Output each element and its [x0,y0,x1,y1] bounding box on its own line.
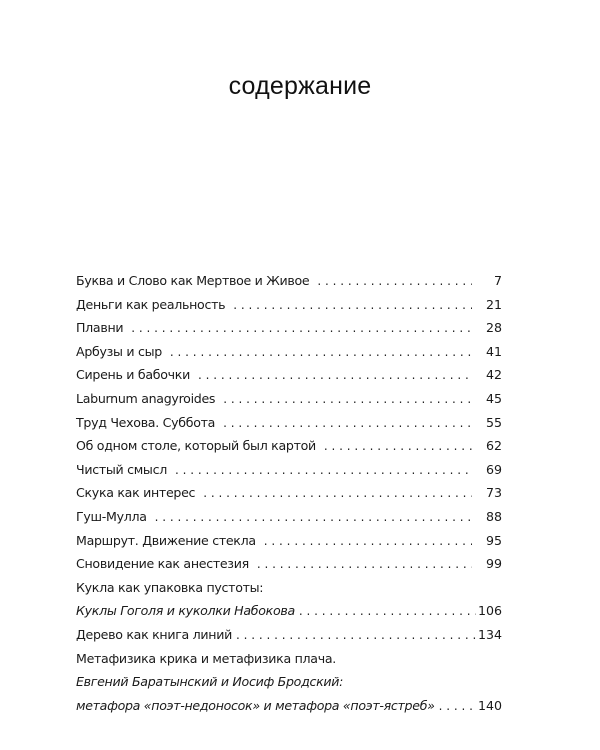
dot-leader [203,486,472,500]
toc-entry-page: 55 [485,414,502,430]
toc-entry [76,485,502,509]
toc-entry-title: Чистый смысл [76,461,167,477]
toc-entry [76,367,502,391]
toc-entry-title: Буква и Слово как Мертвое и Живое [76,273,310,288]
toc-entry-page: 88 [485,508,502,524]
dot-leader [317,274,472,288]
toc-entry-page: 95 [485,532,502,548]
dot-leader [155,510,472,524]
toc-entry [76,603,502,627]
toc-entry-page: 69 [485,461,502,477]
toc-entry-page: 62 [485,438,502,454]
page-title: содержание [228,72,372,100]
dot-leader [170,345,472,359]
toc-entry-title: Гуш-Мулла [76,508,147,524]
dot-leader [175,463,472,477]
toc-entry-title: Арбузы и сыр [76,343,162,359]
toc-entry [76,627,502,651]
toc-entry-heading [76,580,502,604]
toc-entry-title: Дерево как книга линий [76,626,232,642]
dot-leader [324,439,472,453]
table-of-contents [76,273,502,721]
toc-entry [76,438,502,462]
dot-leader [299,604,476,618]
toc-entry-title: Laburnum anagyroides [76,390,216,406]
toc-entry-subtitle: Куклы Гоголя и куколки Набокова [76,603,295,619]
toc-entry-page: 134 [477,626,502,642]
toc-entry-page: 45 [485,390,502,406]
toc-entry-page: 28 [485,320,502,336]
dot-leader [439,699,476,713]
toc-entry-title: Кукла как упаковка пустоты: [76,579,264,595]
toc-entry [76,462,502,486]
toc-entry [76,415,502,439]
toc-entry-page: 41 [485,343,502,359]
dot-leader [264,534,472,548]
toc-entry [76,320,502,344]
toc-entry [76,344,502,368]
toc-entry [76,273,502,297]
dot-leader [198,368,472,382]
dot-leader [257,557,472,571]
toc-entry [76,297,502,321]
toc-entry-page: 73 [485,485,502,501]
toc-entry-title: Сновидение как анестезия [76,556,249,572]
toc-entry [76,509,502,533]
dot-leader [236,628,476,642]
toc-entry-page: 106 [477,603,502,619]
toc-entry-title: Метафизика крика и метафизика плача. [76,650,336,666]
toc-entry-subtitle: метафора «поэт-недоносок» и метафора «поэт-ястреб» [76,697,435,713]
toc-entry-heading [76,651,502,675]
toc-entry-subtitle-line [76,674,502,698]
toc-entry-page: 21 [485,296,502,312]
toc-entry-page: 99 [485,556,502,572]
toc-entry-title: Маршрут. Движение стекла [76,532,256,548]
toc-entry-title: Деньги как реальность [76,296,226,312]
dot-leader [233,298,472,312]
toc-entry-page: 140 [477,697,502,713]
toc-entry-page: 7 [493,273,502,288]
toc-entry-title: Плавни [76,320,124,336]
toc-entry-title: Об одном столе, который был картой [76,438,316,454]
toc-entry [76,698,502,722]
toc-entry [76,391,502,415]
toc-entry [76,556,502,580]
toc-entry-page: 42 [485,367,502,383]
dot-leader [223,416,472,430]
toc-entry [76,533,502,557]
toc-entry-title: Сирень и бабочки [76,367,190,383]
dot-leader [131,321,472,335]
toc-entry-title: Скука как интерес [76,485,196,501]
toc-entry-title: Труд Чехова. Суббота [76,414,216,430]
toc-entry-subtitle: Евгений Баратынский и Иосиф Бродский: [76,674,344,690]
dot-leader [223,392,472,406]
